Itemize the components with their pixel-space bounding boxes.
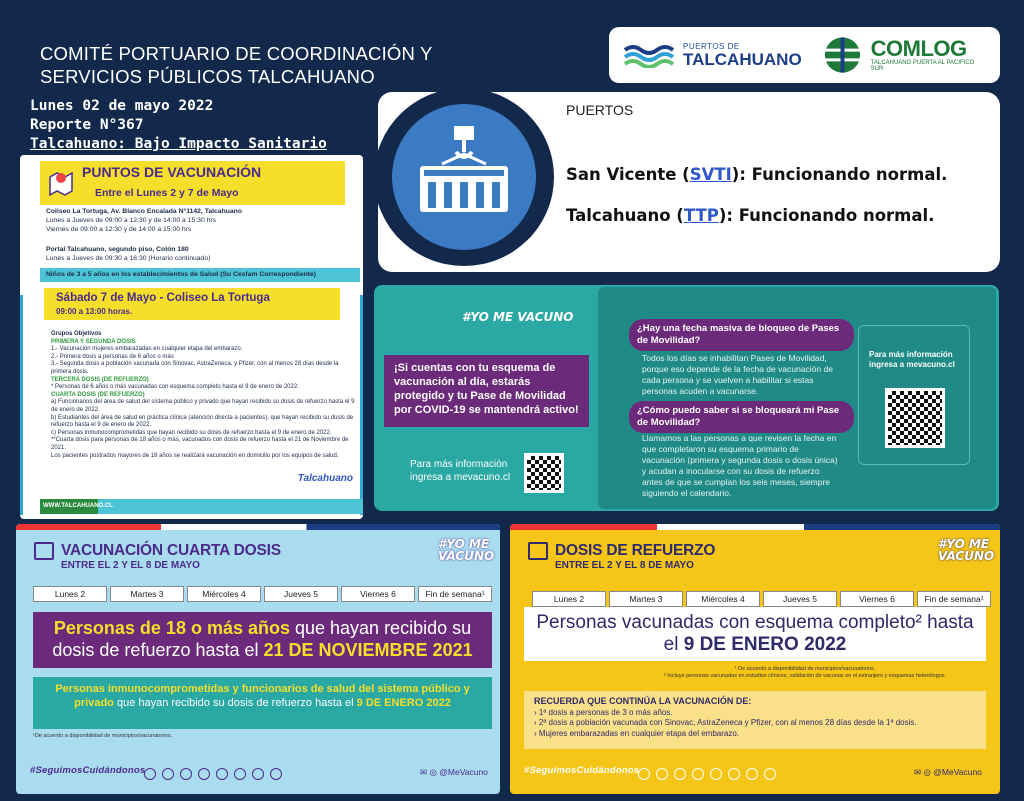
partner-logo-icon [234, 768, 246, 780]
comlog-logo [820, 35, 986, 75]
poster-edge-right [360, 295, 363, 515]
saturday-title: Sábado 7 de Mayo - Coliseo La Tortuga [56, 292, 270, 304]
report-info [30, 97, 327, 154]
day-row [532, 591, 991, 607]
flag-stripe [510, 524, 1000, 530]
puertos-talcahuano-logo [623, 42, 802, 68]
qr-panel [858, 325, 970, 465]
day-cell: Martes 3 [609, 591, 683, 607]
site-2: Portal Talcahuano, segundo piso, Colón 180 Lunes a Jueves de 09:30 a 16:30 (Horario continuado) [46, 246, 211, 262]
reminder-box [524, 691, 986, 749]
ports-label: PUERTOS [566, 102, 634, 118]
waves-icon [623, 42, 677, 68]
saturday-box [44, 288, 340, 320]
qr-panel-text: Para más información ingresa a mevacuno.cl [869, 350, 955, 369]
partner-logo-icon [728, 768, 740, 780]
yomevacuno-logo: #YO ME VACUNO [938, 537, 995, 563]
day-cell: Fin de semana¹ [917, 591, 991, 607]
partner-logos [638, 768, 776, 780]
day-cell: Miércoles 4 [686, 591, 760, 607]
reminder-item: › 1ª dosis a personas de 3 o más años. [534, 707, 673, 717]
faq-answer-1: Todos los días se inhabilitan Pases de Movilidad, porque eso depende de la fecha de vacunación de cada persona y se vuelven a habilitar si estas personas acuden a vacunarse. [642, 353, 833, 396]
promo-box: ¡Si cuentas con tu esquema de vacunación al día, estarás protegido y tu Pase de Movilidad por COVID-19 se mantendrá activo! [384, 355, 589, 427]
fourth-dose-main: Personas de 18 o más años que hayan recibido su dosis de refuerzo hasta el 21 DE NOVIEMBRE 2021 [33, 612, 492, 668]
faq-question-2: ¿Cómo puedo saber si se bloqueará mi Pase de Movilidad? [629, 401, 854, 433]
day-cell: Lunes 2 [532, 591, 606, 607]
day-cell: Jueves 5 [264, 586, 338, 602]
twitter-icon: ✉ ◎ [914, 767, 934, 777]
social-handle: ✉ ◎ @MeVacuno [420, 767, 488, 777]
svti-link[interactable]: SVTI [689, 165, 732, 184]
booster-title: DOSIS DE REFUERZO [555, 542, 716, 559]
social-handle: ✉ ◎ @MeVacuno [914, 767, 982, 777]
reminder-item: › 2ª dosis a población vacunada con Sinovac, AstraZeneca y Pfizer, con al menos 28 días desde la 1ª dosis. [534, 718, 917, 727]
hashtag: #SeguimosCuidándonos [30, 765, 146, 776]
fourth-dose-poster [16, 524, 500, 794]
day-cell: Lunes 2 [33, 586, 107, 602]
partner-logos [144, 768, 282, 780]
partner-logo-icon [692, 768, 704, 780]
booster-main: Personas vacunadas con esquema completo² hasta el 9 DE ENERO 2022 [524, 607, 986, 661]
ttp-link[interactable]: TTP [683, 206, 719, 225]
header-title-line1: COMITÉ PORTUARIO DE COORDINACIÓN Y [40, 43, 433, 64]
qr-code-large[interactable] [885, 388, 945, 448]
fourth-dose-subtitle: ENTRE EL 2 Y EL 8 DE MAYO [61, 560, 200, 571]
fourth-footnote: ¹De acuerdo a disponibilidad de municipios/vacunatorios. [33, 733, 173, 739]
partner-logo-icon [252, 768, 264, 780]
day-cell: Jueves 5 [763, 591, 837, 607]
partner-logo-icon [180, 768, 192, 780]
partner-logo-icon [674, 768, 686, 780]
port-crane-badge [374, 88, 554, 266]
day-cell: Viernes 6 [341, 586, 415, 602]
day-cell: Fin de semana¹ [418, 586, 492, 602]
kids-note: Niños de 3 a 5 años en los establecimientos de Salud (Su Cesfam Correspondiente) [40, 268, 360, 282]
report-number: Reporte N°367 [30, 117, 144, 133]
mevacuno-panel [374, 285, 999, 511]
reminder-item: › Mujeres embarazadas en cualquier etapa del embarazo. [534, 728, 740, 738]
day-row [33, 586, 492, 602]
partner-logo-icon [638, 768, 650, 780]
day-cell: Miércoles 4 [187, 586, 261, 602]
talcahuano-signature: Talcahuano [297, 473, 353, 484]
more-info-text: Para más información ingresa a mevacuno.cl [410, 459, 511, 483]
vaccination-points-poster [20, 155, 363, 519]
logo2-big: COMLOG [870, 36, 967, 61]
port-san-vicente: San Vicente (SVTI): Funcionando normal. [566, 165, 948, 184]
partner-logo-icon [710, 768, 722, 780]
reminder-title: RECUERDA QUE CONTINÚA LA VACUNACIÓN DE: [534, 696, 752, 706]
logo1-big: TALCAHUANO [683, 50, 802, 69]
hashtag: #SeguimosCuidándonos [524, 765, 640, 776]
yomevacuno-logo: #YO ME VACUNO [462, 310, 574, 324]
twitter-icon: ✉ ◎ [420, 767, 440, 777]
logo1-small: PUERTOS DE [683, 42, 740, 51]
qr-code-small[interactable] [524, 453, 564, 493]
fourth-dose-title: VACUNACIÓN CUARTA DOSIS [61, 542, 281, 559]
yomevacuno-logo: #YO ME VACUNO [438, 537, 495, 563]
logo2-small: TALCAHUANO PUERTA AL PACIFICO SUR [870, 60, 975, 72]
report-date: Lunes 02 de mayo 2022 [30, 98, 214, 114]
target-groups: Grupos Objetivos PRIMERA Y SEGUNDA DOSIS 1.- Vacunación mujeres embarazadas en cualquier etapa del embarazo. 2.- Primera dosis a personas de 6 años o más 3.- Segunda dosis a población vacunada con Sinovac, AstraZeneca, y Pfizer, con al menos 28 días desde la primera dosis. TERCERA DOSIS (DE REFUERZO) * Personas de 6 años o más vacunadas con esquema completo hasta el 9 de enero de 2022. CUARTA DOSIS (DE REFUERZO) a) Funcionarios del área de salud del sistema público y privado que hayan recibido su dosis de refuerzo hasta el 9 de enero de 2022. b) Estudiantes del área de salud en práctica clínica (atención directa a pacientes), que hayan recibido su dosis de refuerzo hasta el 9 de enero de 2022. c) Personas inmunocomprometidas que hayan recibido su dosis de refuerzo hasta el 9 de enero de 2022. **Cuarta dosis para personas de 18 años o más, vacunados con dosis de refuerzo hasta el 21 de Noviembre de 2021. Los pacientes postrados mayores de 18 años se realizará vacunación en domicilio por los equipos de salud. [51, 331, 355, 459]
container-crane-icon [392, 104, 536, 250]
partner-logo-icon [764, 768, 776, 780]
map-pin-icon [48, 167, 74, 197]
partner-logo-icon [162, 768, 174, 780]
comlog-globe-icon [820, 35, 865, 75]
report-status: Talcahuano: Bajo Impacto Sanitario [30, 136, 327, 152]
logos-box [609, 27, 1000, 83]
poster-edge-left [20, 295, 23, 515]
website-label[interactable]: WWW.TALCAHUANO.CL [40, 499, 98, 514]
booster-subtitle: ENTRE EL 2 Y EL 8 DE MAYO [555, 560, 694, 571]
faq-answer-2: Llamamos a las personas a que revisen la fecha en que completaron su esquema primario de vacunación (primera y segunda dosis o dosis única) y acudan a inocularse con su dosis de refuerzo antes de que se cumplan los seis meses, siempre siguiendo el calendario. [642, 433, 838, 498]
booster-notes: ¹ De acuerdo a disponibilidad de municipios/vacunatorios. ² Incluye personas vacunadas en estudios clínicos, validación de vacunas en el extranjero y esquemas heterólogos. [663, 666, 947, 679]
partner-logo-icon [746, 768, 758, 780]
day-cell: Viernes 6 [840, 591, 914, 607]
vaccination-points-title: PUNTOS DE VACUNACIÓN [82, 164, 262, 180]
saturday-hours: 09:00 a 13:00 horas. [56, 307, 133, 316]
partner-logo-icon [198, 768, 210, 780]
calendar-icon [34, 542, 54, 560]
partner-logo-icon [270, 768, 282, 780]
vaccination-points-header [40, 161, 345, 205]
booster-poster [510, 524, 1000, 794]
partner-logo-icon [216, 768, 228, 780]
port-talcahuano: Talcahuano (TTP): Funcionando normal. [566, 206, 935, 225]
faq-question-1: ¿Hay una fecha masiva de bloqueo de Pases de Movilidad? [629, 319, 854, 351]
flag-stripe [16, 524, 500, 530]
header-title [40, 42, 433, 88]
fourth-dose-secondary: Personas inmunocomprometidas y funcionarios de salud del sistema público y privado que hayan recibido su dosis de refuerzo hasta el 9 DE ENERO 2022 [33, 677, 492, 729]
header-title-line2: SERVICIOS PÚBLICOS TALCAHUANO [40, 66, 375, 87]
calendar-icon [528, 542, 548, 560]
day-cell: Martes 3 [110, 586, 184, 602]
poster-footer [40, 499, 363, 514]
partner-logo-icon [144, 768, 156, 780]
site-1: Coliseo La Tortuga, Av. Blanco Encalada N°1142, Talcahuano Lunes a Jueves de 09:00 a 12:30 y de 14:00 a 15:30 hrs Viernes de 09:00 a 12:30 y de 14:00 a 15:00 hrs [46, 208, 242, 233]
vaccination-points-subtitle: Entre el Lunes 2 y 7 de Mayo [95, 187, 239, 199]
partner-logo-icon [656, 768, 668, 780]
